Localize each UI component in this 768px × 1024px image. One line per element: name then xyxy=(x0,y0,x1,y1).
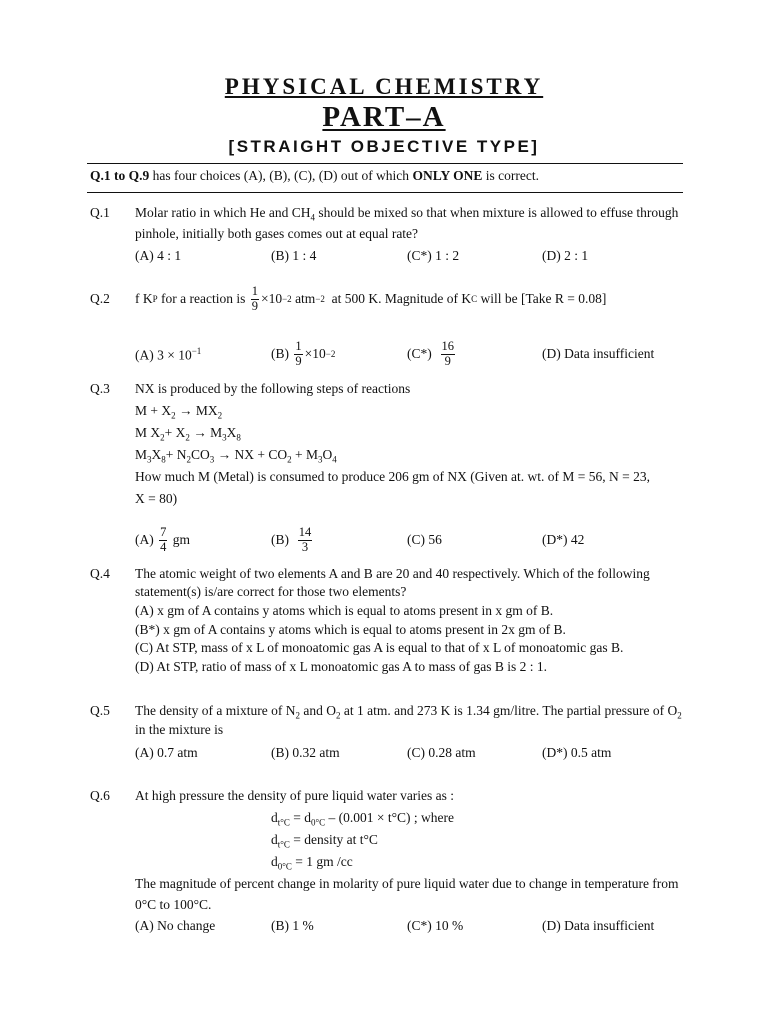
option-a: (A) $\frac{7}{4}$ gm xyxy=(135,525,191,554)
instructions: Q.1 to Q.9 has four choices (A), (B), (C), (D) out of which ONLY ONE is correct. xyxy=(90,168,539,183)
question-text: The magnitude of percent change in molarity of pure liquid water due to change in temperature from xyxy=(135,876,679,891)
option-a: (A) No change xyxy=(135,918,216,933)
question-text: in the mixture is xyxy=(135,722,224,737)
reaction-1: $M + X_2 \to MX_2$ xyxy=(135,403,223,421)
option-b: (B) 1 : 4 xyxy=(271,248,317,263)
option-b: (B*) x gm of A contains y atoms which is equal to atoms present in 2x gm of B. xyxy=(135,622,566,637)
question-text: X = 80) xyxy=(135,491,178,506)
question-number: Q.6 xyxy=(90,788,110,803)
option-c: (C*) $\frac{16}{9}$ xyxy=(407,339,454,368)
question-text: How much M (Metal) is consumed to produce 206 gm of NX (Given at. wt. of M = 56, N = 23, xyxy=(135,469,651,484)
question-type-heading: [STRAIGHT OBJECTIVE TYPE] xyxy=(228,137,540,156)
fraction: $\frac{1}{9}$ xyxy=(251,284,258,313)
option-a: (A) x gm of A contains y atoms which is equal to atoms present in x gm of B. xyxy=(135,603,554,618)
question-text: NX is produced by the following steps of reactions xyxy=(135,381,411,396)
option-d: (D) At STP, ratio of mass of x L monoatomic gas A to mass of gas B is 2 : 1. xyxy=(135,659,547,674)
fraction: $\frac{16}{9}$ xyxy=(441,339,454,368)
question-text: Molar ratio in which He and $CH_4$ should be mixed so that when mixture is allowed to effuse through xyxy=(135,205,679,223)
question-text: The density of a mixture of $N_2$ and $O_2$ at 1 atm. and 273 K is 1.34 gm/litre. The partial pressure of $O_2$ xyxy=(135,703,682,721)
option-d: (D*) 42 xyxy=(542,532,585,547)
option-d: (D) 2 : 1 xyxy=(542,248,589,263)
question-number: Q.1 xyxy=(90,205,110,220)
equation-2: $d_{t^\circ C}$ = density at t°C xyxy=(271,832,378,850)
question-number: Q.5 xyxy=(90,703,110,718)
fraction: $\frac{1}{9}$ xyxy=(295,339,302,368)
option-c: (C) 0.28 atm xyxy=(407,745,476,760)
option-b: (B) $\frac{1}{9}$ ×10 −2 xyxy=(271,339,336,368)
question-number: Q.3 xyxy=(90,381,110,396)
equation-1: $d_{t^\circ C} = d_{0^\circ C} - (0.001 \times t^\circ C)$ ; where xyxy=(271,810,454,828)
question-text: 0°C to 100°C. xyxy=(135,897,212,912)
option-d: (D*) 0.5 atm xyxy=(542,745,612,760)
part-heading: PART–A xyxy=(322,101,446,133)
option-a: (A) 0.7 atm xyxy=(135,745,198,760)
question-text: At high pressure the density of pure liquid water varies as : xyxy=(135,788,455,803)
fraction: $\frac{7}{4}$ xyxy=(160,525,167,554)
question-number: Q.2 xyxy=(90,291,110,306)
reaction-3: $M_3X_8+ N_2CO_3$ → NX + $CO_2 + M_3O_4$ xyxy=(135,447,337,465)
fraction: $\frac{14}{3}$ xyxy=(298,525,312,554)
question-text: f K P for a reaction is $\frac{1}{9}$ ×10 −2 atm −2 at 500 K. Magnitude of K C will be [Take R = 0.08] xyxy=(135,284,607,313)
question-text: pinhole, initially both gases comes out at equal rate? xyxy=(135,226,419,241)
question-text: statement(s) is/are correct for those two elements? xyxy=(135,584,407,599)
option-c: (C) At STP, mass of x L of monoatomic gas A is equal to that of x L of monoatomic gas B. xyxy=(135,640,624,655)
option-d: (D) Data insufficient xyxy=(542,918,655,933)
option-d: (D) Data insufficient xyxy=(542,346,655,361)
reaction-2: M $X_2+ X_2 \to M_3X_8$ xyxy=(135,425,241,443)
page-title: PHYSICAL CHEMISTRY xyxy=(224,74,544,99)
option-b: (B) $\frac{14}{3}$ xyxy=(271,525,312,554)
question-text: The atomic weight of two elements A and B are 20 and 40 respectively. Which of the following xyxy=(135,566,650,581)
question-number: Q.4 xyxy=(90,566,110,581)
equation-3: $d_{0^\circ C} = 1$ gm /cc xyxy=(271,854,353,872)
top-divider xyxy=(87,163,683,164)
option-c: (C*) 1 : 2 xyxy=(407,248,460,263)
option-a: (A) $3 \times 10^{-1}$ xyxy=(135,346,202,363)
bottom-divider xyxy=(87,192,683,193)
option-c: (C*) 10 % xyxy=(407,918,464,933)
option-a: (A) 4 : 1 xyxy=(135,248,182,263)
option-b: (B) 1 % xyxy=(271,918,314,933)
option-c: (C) 56 xyxy=(407,532,442,547)
option-b: (B) 0.32 atm xyxy=(271,745,340,760)
